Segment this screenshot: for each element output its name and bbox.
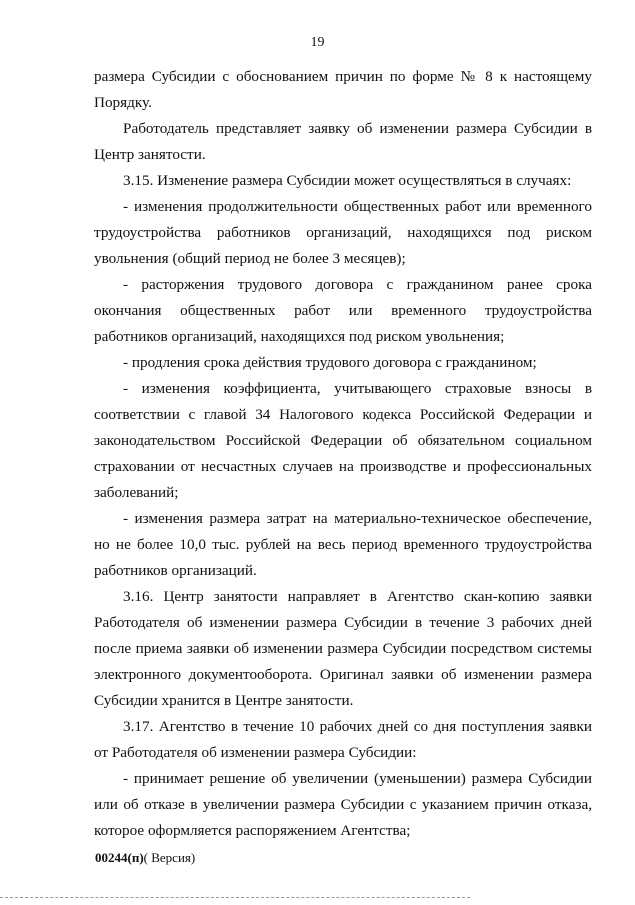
list-item: - продления срока действия трудового договора с гражданином; [123, 354, 537, 371]
section-heading-3-15: 3.15. Изменение размера Субсидии может осуществляться в случаях: [123, 172, 572, 189]
list-item: - принимает решение об увеличении (уменьшении) размера Субсидии или об отказе в увеличении размера Субсидии с указанием причин отказа, которое оформляется распоряжением Агентства; [94, 770, 592, 839]
document-version: ( Версия) [143, 850, 196, 865]
list-item: - изменения размера затрат на материально-техническое обеспечение, но не более 10,0 тыс. рублей на весь период временного трудоустройства работников организаций. [94, 510, 592, 579]
document-code: 00244(п) [95, 850, 144, 865]
document-footer [95, 849, 195, 867]
document-body [94, 64, 592, 844]
list-item: - расторжения трудового договора с гражданином ранее срока окончания общественных работ или временного трудоустройства работников организаций, находящихся под риском увольнения; [94, 276, 592, 345]
list-item: - изменения коэффициента, учитывающего страховые взносы в соответствии с главой 34 Налогового кодекса Российской Федерации и законодательством Российской Федерации об обязательном социальном страховании от несчастных случаев на производстве и профессиональных заболеваний; [94, 380, 592, 501]
page-number: 19 [310, 35, 325, 50]
list-item: - изменения продолжительности общественных работ или временного трудоустройства работников организаций, находящихся под риском увольнения (общий период не более 3 месяцев); [94, 198, 592, 267]
section-3-16: 3.16. Центр занятости направляет в Агентство скан-копию заявки Работодателя об изменении размера Субсидии в течение 3 рабочих дней после приема заявки об изменении размера Субсидии посредством системы электронного документооборота. Оригинал заявки об изменении размера Субсидии хранится в Центре занятости. [94, 588, 592, 709]
section-3-17: 3.17. Агентство в течение 10 рабочих дней со дня поступления заявки от Работодателя об изменении размера Субсидии: [94, 718, 592, 761]
paragraph: размера Субсидии с обоснованием причин по форме № 8 к настоящему Порядку. [94, 68, 592, 111]
scan-border-line [0, 897, 470, 898]
paragraph: Работодатель представляет заявку об изменении размера Субсидии в Центр занятости. [94, 120, 592, 163]
